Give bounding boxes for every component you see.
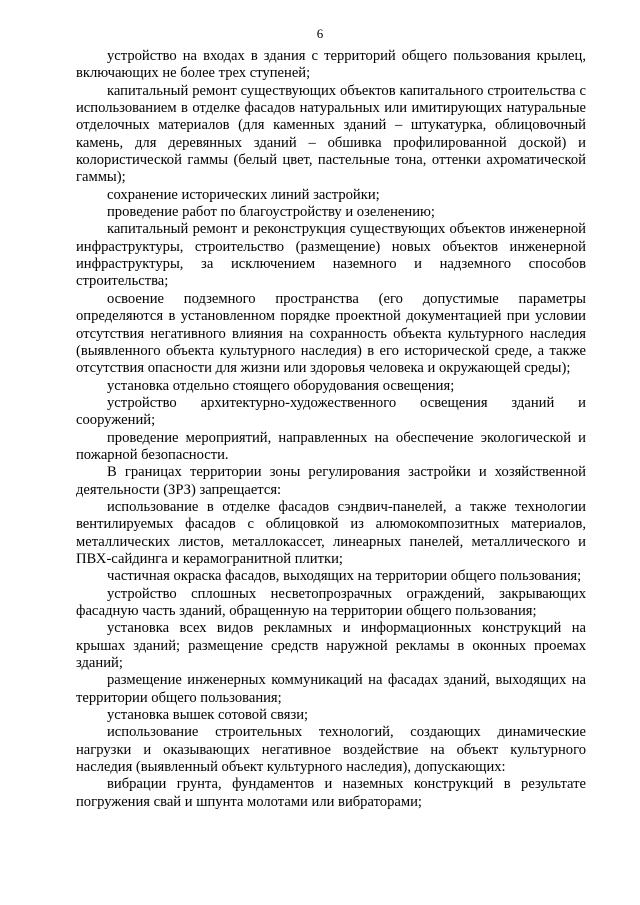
paragraph-lighting-equipment: установка отдельно стоящего оборудования освещения;: [107, 377, 455, 394]
paragraph-historic-lines: сохранение исторических линий застройки;: [107, 186, 380, 203]
paragraph-construction-tech: использование строительных технологий, создающих динамические нагрузки и оказывающих негативное воздействие на объект культурного наследия (выявленный объект культурного наследия), допускающих:: [76, 724, 586, 776]
paragraph-facade-repair: капитальный ремонт существующих объектов капитального строительства с использованием в отделке фасадов натуральных или имитирующих натуральные отделочных материалов (для каменных зданий – штукатурка, облицовочный камень, для деревянных зданий – обшивка профилированной доской) и колористической гаммы (белый цвет, пастельные тона, оттенки ахроматической гаммы);: [76, 82, 586, 186]
paragraph-infrastructure: капитальный ремонт и реконструкция существующих объектов инженерной инфраструктуры, строительство (размещение) новых объектов инженерной инфраструктуры, за исключением наземного и надземного способов строительства;: [76, 221, 586, 290]
paragraph-underground-space: освоение подземного пространства (его допустимые параметры определяются в установленном порядке проектной документацией при условии отсутствия негативного влияния на сохранность объекта культурного наследия (выявленного объекта культурного наследия) в его исторической среде, а также отсутствия опасности для жизни или здоровья человека и окружающей среды);: [76, 290, 586, 377]
paragraph-vibrations: вибрации грунта, фундаментов и наземных конструкций в результате погружения свай и шпунта молотами или вибраторами;: [76, 776, 586, 810]
paragraph-advertising: установка всех видов рекламных и информационных конструкций на крышах зданий; размещение средств наружной рекламы в оконных проемах зданий;: [76, 620, 586, 672]
paragraph-entrance-porches: устройство на входах в здания с территорий общего пользования крылец, включающих не более трех ступеней;: [76, 48, 586, 82]
page-number: 6: [316, 26, 324, 41]
paragraph-landscaping: проведение работ по благоустройству и озеленению;: [107, 204, 435, 221]
paragraph-zrz-prohibited-heading: В границах территории зоны регулирования застройки и хозяйственной деятельности (ЗРЗ) запрещается:: [76, 464, 586, 498]
paragraph-solid-fences: устройство сплошных несветопрозрачных ограждений, закрывающих фасадную часть зданий, обращенную на территории общего пользования;: [76, 585, 586, 619]
paragraph-sandwich-panels: использование в отделке фасадов сэндвич-панелей, а также технологии вентилируемых фасадов с облицовкой из алюмокомпозитных материалов, металлических листов, металлокассет, линеарных панелей, металлического и ПВХ-сайдинга и керамогранитной плитки;: [76, 498, 586, 567]
paragraph-cell-towers: установка вышек сотовой связи;: [107, 707, 309, 724]
paragraph-safety-measures: проведение мероприятий, направленных на обеспечение экологической и пожарной безопасности.: [76, 429, 586, 463]
paragraph-utilities-facades: размещение инженерных коммуникаций на фасадах зданий, выходящих на территории общего пользования;: [76, 672, 586, 706]
paragraph-partial-painting: частичная окраска фасадов, выходящих на территории общего пользования;: [107, 568, 582, 585]
paragraph-architectural-lighting: устройство архитектурно-художественного освещения зданий и сооружений;: [76, 394, 586, 429]
document-body: [76, 48, 586, 811]
